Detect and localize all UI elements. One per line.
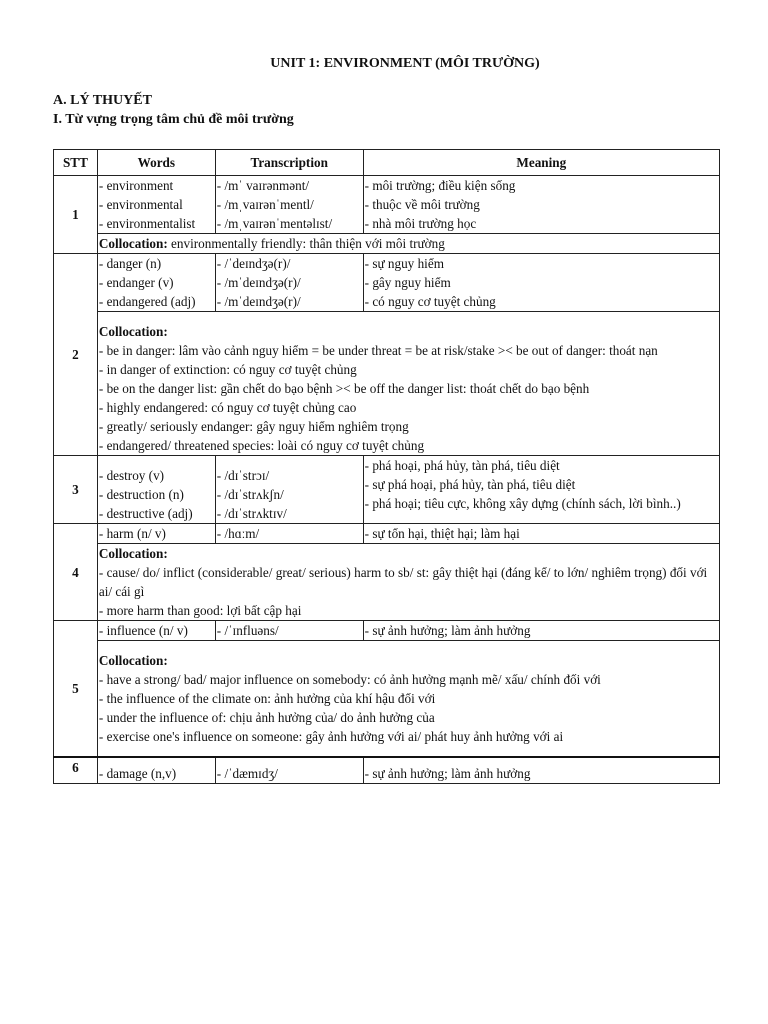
row-number: 1 — [54, 176, 98, 254]
header-transcription: Transcription — [215, 150, 363, 176]
meaning: - thuộc về môi trường — [364, 197, 480, 212]
meaning: - nhà môi trường học — [364, 216, 477, 231]
word: - environmentalist — [98, 216, 196, 231]
collocation-item: - the influence of the climate on: ảnh hưởng của khí hậu đối với — [98, 691, 436, 706]
meaning: - sự phá hoại, phá hủy, tàn phá, tiêu diệt — [364, 477, 576, 492]
collocation-row — [54, 641, 720, 758]
row-number: 5 — [54, 621, 98, 758]
row-number: 3 — [54, 456, 98, 524]
collocation-item: - endangered/ threatened species: loài có nguy cơ tuyệt chủng — [98, 438, 425, 453]
collocation-item: - under the influence of: chịu ảnh hưởng của/ do ảnh hưởng của — [98, 710, 435, 725]
word: - environment — [98, 178, 174, 193]
transcription: - /mˌvaɪrənˈmentəlɪst/ — [216, 216, 333, 231]
collocation-item: - exercise one's influence on someone: gây ảnh hưởng với ai/ phát huy ảnh hưởng với ai — [98, 729, 564, 744]
transcription-cell — [215, 456, 363, 524]
collocation-label: Collocation: — [98, 653, 168, 668]
transcription: - /ˈdeɪndʒə(r)/ — [216, 256, 291, 271]
words-cell — [97, 254, 215, 312]
words-cell — [97, 176, 215, 234]
meaning: - gây nguy hiểm — [364, 275, 451, 290]
word: - destruction (n) — [98, 487, 184, 502]
meaning: - phá hoại, phá hủy, tàn phá, tiêu diệt — [364, 458, 560, 473]
transcription-cell — [215, 176, 363, 234]
word: - endangered (adj) — [98, 294, 196, 309]
meaning-cell — [363, 524, 719, 544]
meaning: - có nguy cơ tuyệt chủng — [364, 294, 496, 309]
transcription: - /dɪˈstrʌktɪv/ — [216, 506, 287, 521]
word: - endanger (v) — [98, 275, 174, 290]
table-row — [54, 524, 720, 544]
collocation-cell — [97, 641, 719, 758]
table-row — [54, 176, 720, 234]
transcription: - /dɪˈstrɔɪ/ — [216, 468, 270, 483]
meaning-cell — [363, 456, 719, 524]
collocation-label: Collocation: — [98, 236, 168, 251]
collocation-item: - be on the danger list: gần chết do bạo bệnh >< be off the danger list: thoát chết do bạo bệnh — [98, 381, 590, 396]
meaning-cell — [363, 254, 719, 312]
collocation-label: Collocation: — [98, 324, 168, 339]
transcription: - /mˌvaɪrənˈmentl/ — [216, 197, 314, 212]
words-cell — [97, 757, 215, 784]
transcription: - /mˈdeɪndʒə(r)/ — [216, 294, 301, 309]
collocation-label: Collocation: — [98, 546, 168, 561]
word: - destroy (v) — [98, 468, 165, 483]
meaning-cell — [363, 757, 719, 784]
collocation-row — [54, 312, 720, 456]
table-row — [54, 456, 720, 524]
meaning: - sự ảnh hưởng; làm ảnh hưởng — [364, 766, 531, 781]
collocation-item: - be in danger: lâm vào cảnh nguy hiểm = be under threat = be at risk/stake >< be out of danger: thoát nạn — [98, 343, 658, 358]
header-meaning: Meaning — [363, 150, 719, 176]
row-number: 6 — [54, 757, 98, 784]
meaning: - sự nguy hiểm — [364, 256, 444, 271]
meaning-cell — [363, 176, 719, 234]
collocation-row — [54, 544, 720, 621]
transcription-cell — [215, 757, 363, 784]
word: - destructive (adj) — [98, 506, 193, 521]
collocation-cell — [97, 312, 719, 456]
meaning: - sự tổn hại, thiệt hại; làm hại — [364, 526, 520, 541]
transcription-cell — [215, 524, 363, 544]
collocation-item: - in danger of extinction: có nguy cơ tuyệt chủng — [98, 362, 357, 377]
collocation-text: environmentally friendly: thân thiện với môi trường — [167, 236, 445, 251]
word: - influence (n/ v) — [98, 623, 188, 638]
word: - danger (n) — [98, 256, 162, 271]
collocation-row — [54, 234, 720, 254]
transcription: - /ˈdæmɪdʒ/ — [216, 766, 278, 781]
document-title: UNIT 1: ENVIRONMENT (MÔI TRƯỜNG) — [270, 56, 540, 71]
transcription: - /mˈdeɪndʒə(r)/ — [216, 275, 301, 290]
header-stt: STT — [54, 150, 98, 176]
section-heading-a: A. LÝ THUYẾT — [53, 93, 152, 108]
table-row — [54, 254, 720, 312]
transcription: - /mˈ vaɪrənmənt/ — [216, 178, 310, 193]
collocation-item: - have a strong/ bad/ major influence on somebody: có ảnh hưởng mạnh mẽ/ xấu/ chính đối với — [98, 672, 601, 687]
row-number: 4 — [54, 524, 98, 621]
table-row — [54, 757, 720, 784]
transcription: - /hɑːm/ — [216, 526, 260, 541]
collocation-item: - greatly/ seriously endanger: gây nguy hiểm nghiêm trọng — [98, 419, 409, 434]
row-number: 2 — [54, 254, 98, 456]
collocation-cell — [97, 234, 719, 254]
table-row — [54, 621, 720, 641]
words-cell — [97, 456, 215, 524]
meaning: - phá hoại; tiêu cực, không xây dựng (chính sách, lời bình..) — [364, 496, 681, 511]
meaning: - môi trường; điều kiện sống — [364, 178, 516, 193]
collocation-cell — [97, 544, 719, 621]
vocabulary-table — [53, 149, 720, 784]
table-header-row — [54, 150, 720, 176]
collocation-item: - highly endangered: có nguy cơ tuyệt chủng cao — [98, 400, 357, 415]
header-words: Words — [97, 150, 215, 176]
meaning-cell — [363, 621, 719, 641]
words-cell — [97, 524, 215, 544]
collocation-item: - cause/ do/ inflict (considerable/ great/ serious) harm to sb/ st: gây thiệt hại (đáng kể/ to lớn/ nghiêm trọng) đối với ai/ cái gì — [98, 565, 708, 599]
word: - environmental — [98, 197, 183, 212]
word: - harm (n/ v) — [98, 526, 166, 541]
collocation-item: - more harm than good: lợi bất cập hại — [98, 603, 302, 618]
word: - damage (n,v) — [98, 766, 177, 781]
transcription-cell — [215, 254, 363, 312]
transcription: - /dɪˈstrʌkʃn/ — [216, 487, 284, 502]
section-heading-i: I. Từ vựng trọng tâm chủ đề môi trường — [53, 112, 294, 127]
transcription: - /ˈɪnfluəns/ — [216, 623, 279, 638]
transcription-cell — [215, 621, 363, 641]
words-cell — [97, 621, 215, 641]
meaning: - sự ảnh hưởng; làm ảnh hưởng — [364, 623, 531, 638]
